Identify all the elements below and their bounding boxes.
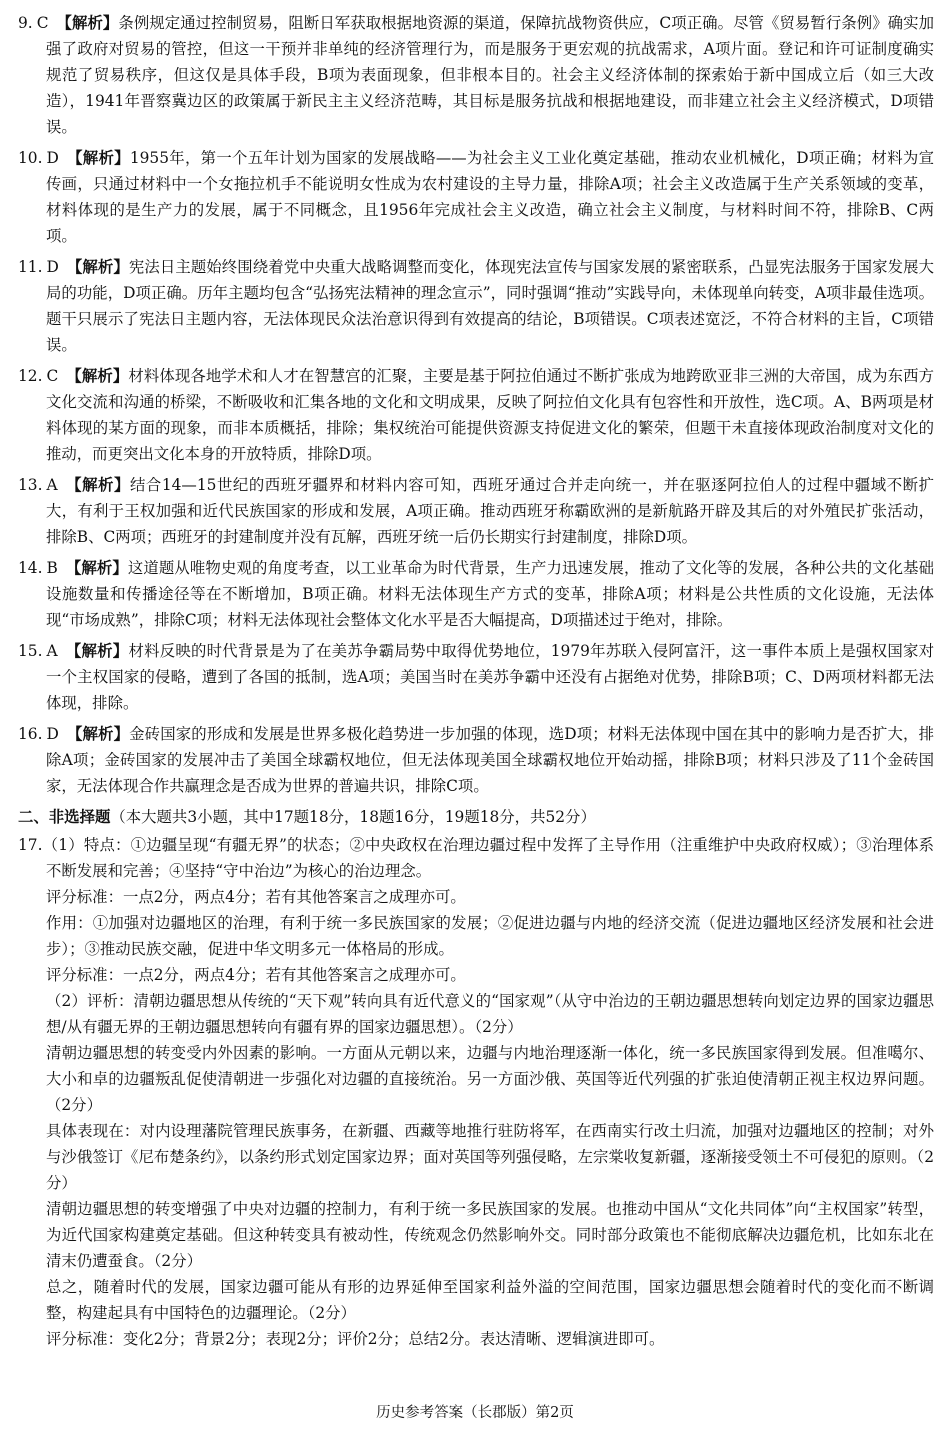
q17-paragraph: 评分标准：变化2分；背景2分；表现2分；评价2分；总结2分。表达清晰、逻辑演进即可。 [46,1330,665,1348]
answer-letter: C [36,14,49,32]
q17-text: （1）特点：①边疆呈现“有疆无界”的状态；②中央政权在治理边疆过程中发挥了主导作用（注重维护中央政府权威）；③治理体系不断发展和完善；④坚持“守中治边”为核心的治边理念。 [42,836,934,880]
q17-paragraph: 作用：①加强对边疆地区的治理，有利于统一多民族国家的发展；②促进边疆与内地的经济交流（促进边疆地区经济发展和社会进步）；③推动民族交融，促进中华文明多元一体格局的形成。 [46,914,934,958]
analysis-text: 材料体现各地学术和人才在智慧宫的汇聚，主要是基于阿拉伯通过不断扩张成为地跨欧亚非三洲的大帝国，成为东西方文化交流和沟通的桥梁，不断吸收和汇集各地的文化和文明成果，反映了阿拉伯文化具有包容性和开放性，选C项。A、B两项是材料体现的某方面的现象，而非本质概括，排除；集权统治可能提供资源支持促进文化的繁荣，但题干未直接体现政治制度对文化的推动，而更突出文化本身的开放特质，排除D项。 [46,367,934,463]
answer-item-13 [18,472,934,550]
analysis-tag: 【解析】 [66,258,129,276]
answer-item-15 [18,638,934,716]
question-number: 14. [18,559,43,577]
question-17 [18,832,934,1352]
analysis-text: 结合14—15世纪的西班牙疆界和材料内容可知，西班牙通过合并走向统一，并在驱逐阿拉伯人的过程中疆域不断扩大，有利于王权加强和近代民族国家的形成和发展，A项正确。推动西班牙称霸欧洲的是新航路开辟及其后的对外殖民扩张活动，排除B、C两项；西班牙的封建制度并没有瓦解，西班牙统一后仍长期实行封建制度，排除D项。 [46,476,934,546]
analysis-text: 这道题从唯物史观的角度考查，以工业革命为时代背景，生产力迅速发展，推动了文化等的发展，各种公共的文化基础设施数量和传播途径等在不断增加，B项正确。材料无法体现生产方式的变革，排除A项；材料是公共性质的文化设施，无法体现“市场成熟”，排除C项；材料无法体现社会整体文化水平是否大幅提高，D项描述过于绝对，排除。 [46,559,934,629]
answer-letter: D [46,725,59,743]
question-number: 16. [18,725,43,743]
analysis-tag: 【解析】 [66,149,130,167]
analysis-text: 条例规定通过控制贸易，阻断日军获取根据地资源的渠道，保障抗战物资供应，C项正确。尽管《贸易暂行条例》确实加强了政府对贸易的管控，但这一干预并非单纯的经济管理行为，而是服务于更宏观的抗战需求，A项片面。登记和许可证制度确实规范了贸易秩序，但这仅是具体手段，B项为表面现象，但非根本目的。社会主义经济体制的探索始于新中国成立后（如三大改造），1941年晋察冀边区的政策属于新民主主义经济范畴，其目标是服务抗战和根据地建设，而非建立社会主义经济模式，D项错误。 [46,14,934,136]
question-number: 11. [18,258,43,276]
analysis-tag: 【解析】 [66,725,130,743]
question-number: 13. [18,476,43,494]
question-number: 12. [18,367,43,385]
question-number: 15. [18,642,43,660]
q17-paragraph: 具体表现在：对内设理藩院管理民族事务，在新疆、西藏等地推行驻防将军，在西南实行改土归流，加强对边疆地区的控制；对外与沙俄签订《尼布楚条约》，以条约形式划定国家边界；面对英国等列强侵略，左宗棠收复新疆，逐渐接受领土不可侵犯的原则。（2分） [46,1122,934,1192]
answer-item-14 [18,555,934,633]
q17-paragraph: 评分标准：一点2分，两点4分；若有其他答案言之成理亦可。 [46,966,466,984]
answer-item-16 [18,721,934,799]
answer-letter: A [46,642,58,660]
answer-item-12 [18,363,934,467]
answer-letter: D [46,149,59,167]
answer-letter: D [46,258,59,276]
question-number: 17. [18,836,43,854]
answer-item-11 [18,254,934,358]
analysis-text: 金砖国家的形成和发展是世界多极化趋势进一步加强的体现，选D项；材料无法体现中国在其中的影响力是否扩大，排除A项；金砖国家的发展冲击了美国全球霸权地位，但无法体现美国全球霸权地位开始动摇，排除B项；材料只涉及了11个金砖国家，无法体现合作共赢理念是否成为世界的普遍共识，排除C项。 [46,725,934,795]
section-note: （本大题共3小题，其中17题18分，18题16分，19题18分，共52分） [110,808,596,826]
analysis-tag: 【解析】 [56,14,119,32]
q17-paragraph: 评分标准：一点2分，两点4分；若有其他答案言之成理亦可。 [46,888,466,906]
answer-letter: C [46,367,59,385]
section-heading [18,804,934,830]
answer-item-9 [18,10,934,140]
question-number: 9. [18,14,33,32]
q17-paragraph: 总之，随着时代的发展，国家边疆可能从有形的边界延伸至国家利益外溢的空间范围，国家边疆思想会随着时代的变化而不断调整，构建起具有中国特色的边疆理论。（2分） [46,1278,934,1322]
answer-list [18,10,934,799]
q17-paragraph: （2）评析：清朝边疆思想从传统的“天下观”转向具有近代意义的“国家观”（从守中治边的王朝边疆思想转向划定边界的国家边疆思想/从有疆无界的王朝边疆思想转向有疆有界的国家边疆思想）。（2分） [46,992,934,1036]
analysis-tag: 【解析】 [66,367,129,385]
question-number: 10. [18,149,43,167]
answer-letter: A [46,476,58,494]
analysis-tag: 【解析】 [65,476,130,494]
q17-paragraph [18,832,934,884]
section-title: 二、非选择题 [18,808,111,826]
page-footer: 历史参考答案（长郡版）第2页 [376,1405,574,1421]
analysis-text: 1955年，第一个五年计划为国家的发展战略——为社会主义工业化奠定基础，推动农业机械化，D项正确；材料为宣传画，只通过材料中一个女拖拉机手不能说明女性成为农村建设的主导力量，排除A项；社会主义改造属于生产关系领域的变革，材料体现的是生产力的发展，属于不同概念，且1956年完成社会主义改造，确立社会主义制度，与材料时间不符，排除B、C两项。 [46,149,934,245]
q17-paragraph: 清朝边疆思想的转变增强了中央对边疆的控制力，有利于统一多民族国家的发展。也推动中国从“文化共同体”向“主权国家”转型，为近代国家构建奠定基础。但这种转变具有被动性，传统观念仍然影响外交。同时部分政策也不能彻底解决边疆危机，比如东北在清末仍遭蚕食。（2分） [46,1200,934,1270]
analysis-text: 材料反映的时代背景是为了在美苏争霸局势中取得优势地位，1979年苏联入侵阿富汗，这一事件本质上是强权国家对一个主权国家的侵略，遭到了各国的抵制，选A项；美国当时在美苏争霸中还没有占据绝对优势，排除B项；C、D两项材料都无法体现，排除。 [46,642,934,712]
q17-paragraph: 清朝边疆思想的转变受内外因素的影响。一方面从元朝以来，边疆与内地治理逐渐一体化，统一多民族国家得到发展。但准噶尔、大小和卓的边疆叛乱促使清朝进一步强化对边疆的直接统治。另一方面沙俄、英国等近代列强的扩张迫使清朝正视主权边界问题。（2分） [46,1044,934,1114]
answer-item-10 [18,145,934,249]
analysis-tag: 【解析】 [65,559,128,577]
analysis-text: 宪法日主题始终围绕着党中央重大战略调整而变化，体现宪法宣传与国家发展的紧密联系，凸显宪法服务于国家发展大局的功能，D项正确。历年主题均包含“弘扬宪法精神的理念宣示”，同时强调“推动”实践导向，未体现单向转变，A项非最佳选项。题干只展示了宪法日主题内容，无法体现民众法治意识得到有效提高的结论，B项错误。C项表述宽泛，不符合材料的主旨，C项错误。 [46,258,934,354]
analysis-tag: 【解析】 [65,642,129,660]
answer-letter: B [46,559,58,577]
